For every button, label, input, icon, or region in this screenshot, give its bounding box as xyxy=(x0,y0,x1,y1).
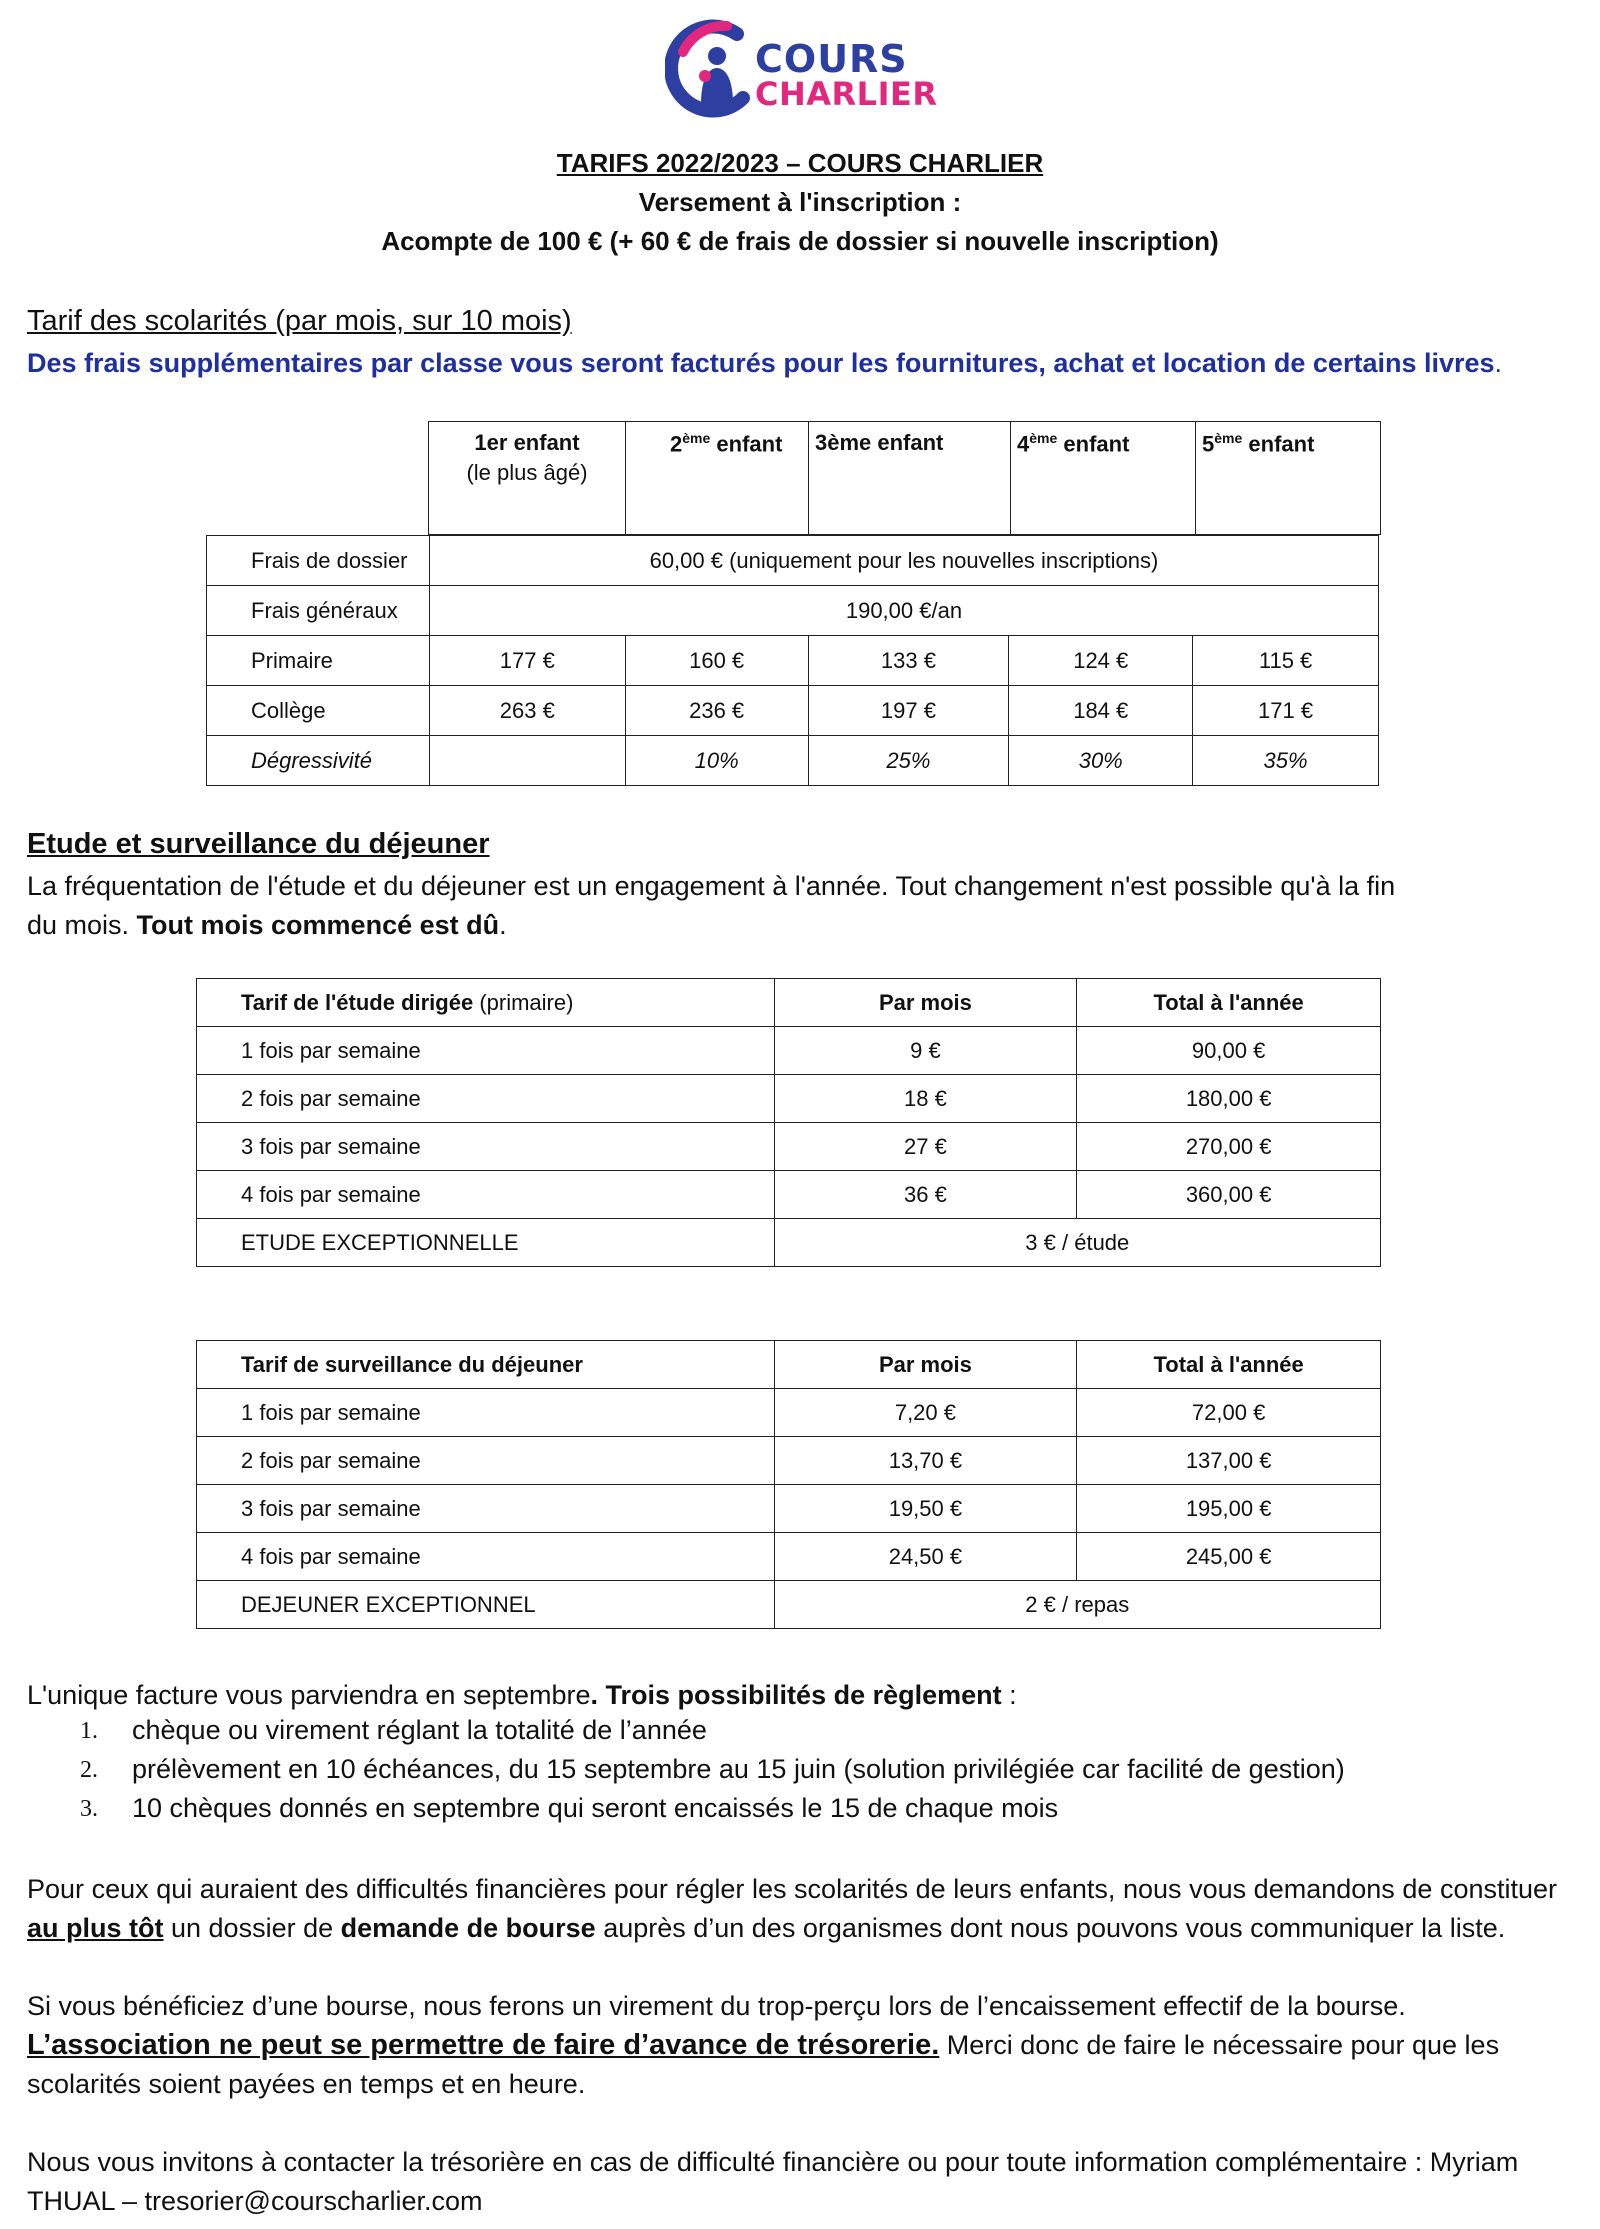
tuition-table xyxy=(206,535,1379,786)
study-text-bold: Tout mois commencé est dû xyxy=(136,910,500,940)
row-label: 3 fois par semaine xyxy=(197,1123,775,1171)
aid-paragraph-4: Nous vous invitons à contacter la trésorière en cas de difficulté financière ou pour toute information complémentaire : Myriam THUAL – tresorier@courscharlier.com xyxy=(27,2147,1519,2216)
table-cell: 177 € xyxy=(429,636,625,686)
table-cell: 270,00 € xyxy=(1077,1123,1381,1171)
tuition-section-title: Tarif des scolarités (par mois, sur 10 mois) xyxy=(27,305,572,337)
column-header-year: Total à l'année xyxy=(1077,1341,1381,1389)
table-cell: 10% xyxy=(625,736,808,786)
table-cell: 197 € xyxy=(808,686,1009,736)
header-deposit-amount: Acompte de 100 € (+ 60 € de frais de dossier si nouvelle inscription) xyxy=(381,226,1219,256)
row-label: DEJEUNER EXCEPTIONNEL xyxy=(197,1581,775,1629)
table-row xyxy=(197,1533,1381,1581)
row-label: 1 fois par semaine xyxy=(197,1027,775,1075)
etude-table xyxy=(196,978,1381,1267)
payment-options-list xyxy=(80,1715,1345,1832)
column-header-1: 1er enfant (le plus âgé) xyxy=(429,422,626,534)
row-label: 4 fois par semaine xyxy=(197,1533,775,1581)
logo-wordmark-line2: CHARLIER xyxy=(755,75,938,113)
table-cell: 36 € xyxy=(774,1171,1077,1219)
row-label: Dégressivité xyxy=(207,736,430,786)
row-label: Collège xyxy=(207,686,430,736)
table-cell: 35% xyxy=(1193,736,1379,786)
study-paragraph xyxy=(27,867,1407,945)
payment-intro xyxy=(27,1676,1557,1715)
table-cell: 171 € xyxy=(1193,686,1379,736)
etude-header: Tarif de l'étude dirigée (primaire) xyxy=(197,979,775,1027)
table-cell: 90,00 € xyxy=(1077,1027,1381,1075)
table-cell: 133 € xyxy=(808,636,1009,686)
row-label: 1 fois par semaine xyxy=(197,1389,775,1437)
study-text: La fréquentation de l'étude et du déjeuner est un engagement à l'année. Tout changement n'est possible qu'à la fin du mois. xyxy=(27,871,1396,940)
list-number: 1. xyxy=(80,1718,98,1744)
row-label: Frais de dossier xyxy=(207,536,430,586)
table-row xyxy=(197,1219,1381,1267)
table-cell: 13,70 € xyxy=(774,1437,1077,1485)
tuition-note-text: Des frais supplémentaires par classe vous seront facturés pour les fournitures, achat et location de certains livres xyxy=(27,348,1495,378)
frais-dossier-value: 60,00 € (uniquement pour les nouvelles inscriptions) xyxy=(429,536,1378,586)
table-row xyxy=(197,1437,1381,1485)
table-cell: 9 € xyxy=(774,1027,1077,1075)
table-row xyxy=(197,1389,1381,1437)
logo-wordmark-line1: COURS xyxy=(755,37,908,81)
row-label: 2 fois par semaine xyxy=(197,1437,775,1485)
table-cell: 2 € / repas xyxy=(774,1581,1380,1629)
tuition-note xyxy=(27,344,1557,383)
table-cell: 24,50 € xyxy=(774,1533,1077,1581)
table-header-row xyxy=(197,1341,1381,1389)
payment-intro-end: : xyxy=(1001,1680,1017,1710)
payment-intro-text: L'unique facture vous parviendra en septembre xyxy=(27,1680,591,1710)
table-cell: 124 € xyxy=(1009,636,1193,686)
table-row xyxy=(197,1075,1381,1123)
tuition-columns-header xyxy=(428,421,1381,535)
aid-text: un dossier de xyxy=(163,1913,341,1943)
aid-text: Pour ceux qui auraient des difficultés financières pour régler les scolarités de leurs enfants, nous vous demandons de constituer xyxy=(27,1874,1557,1904)
aid-text: auprès d’un des organismes dont nous pouvons vous communiquer la liste. xyxy=(595,1913,1506,1943)
table-header-row xyxy=(197,979,1381,1027)
table-cell: 25% xyxy=(808,736,1009,786)
table-row xyxy=(197,1171,1381,1219)
table-row xyxy=(207,636,1379,686)
table-cell: 3 € / étude xyxy=(774,1219,1380,1267)
table-cell: 19,50 € xyxy=(774,1485,1077,1533)
table-cell: 236 € xyxy=(625,686,808,736)
list-item xyxy=(80,1754,1345,1793)
aid-text-bold: demande de bourse xyxy=(340,1913,596,1943)
table-row xyxy=(197,1027,1381,1075)
list-text: prélèvement en 10 échéances, du 15 septembre au 15 juin (solution privilégiée car facilité de gestion) xyxy=(132,1754,1345,1784)
list-item xyxy=(80,1715,1345,1754)
table-row xyxy=(197,1123,1381,1171)
study-text-end: . xyxy=(499,910,507,940)
table-row xyxy=(207,536,1379,586)
table-cell xyxy=(429,736,625,786)
row-label: 3 fois par semaine xyxy=(197,1485,775,1533)
row-label: Frais généraux xyxy=(207,586,430,636)
table-cell: 245,00 € xyxy=(1077,1533,1381,1581)
table-row xyxy=(207,586,1379,636)
page-title: TARIFS 2022/2023 – COURS CHARLIER xyxy=(556,148,1044,178)
logo xyxy=(665,12,938,122)
table-row xyxy=(207,686,1379,736)
table-row xyxy=(197,1581,1381,1629)
row-label: ETUDE EXCEPTIONNELLE xyxy=(197,1219,775,1267)
aid-paragraph-3 xyxy=(27,2026,1557,2104)
aid-paragraph-1 xyxy=(27,1870,1557,1948)
table-cell: 360,00 € xyxy=(1077,1171,1381,1219)
table-cell: 137,00 € xyxy=(1077,1437,1381,1485)
table-cell: 263 € xyxy=(429,686,625,736)
table-row xyxy=(197,1485,1381,1533)
list-text: 10 chèques donnés en septembre qui seront encaissés le 15 de chaque mois xyxy=(132,1793,1059,1823)
payment-intro-bold: . Trois possibilités de règlement xyxy=(590,1680,1002,1710)
header-deposit-line: Versement à l'inscription : xyxy=(638,187,962,217)
column-header-month: Par mois xyxy=(774,1341,1077,1389)
table-cell: 72,00 € xyxy=(1077,1389,1381,1437)
table-cell: 27 € xyxy=(774,1123,1077,1171)
table-cell: 7,20 € xyxy=(774,1389,1077,1437)
aid-warning: L’association ne peut se permettre de faire d’avance de trésorerie. xyxy=(27,2029,940,2061)
table-cell: 115 € xyxy=(1193,636,1379,686)
tuition-note-end: . xyxy=(1494,348,1503,378)
list-text: chèque ou virement réglant la totalité de l’année xyxy=(132,1715,707,1745)
row-label: 4 fois par semaine xyxy=(197,1171,775,1219)
column-header-month: Par mois xyxy=(774,979,1077,1027)
list-item xyxy=(80,1793,1345,1832)
column-header-year: Total à l'année xyxy=(1077,979,1381,1027)
row-label: Primaire xyxy=(207,636,430,686)
logo-emblem-icon xyxy=(665,12,765,122)
row-label: 2 fois par semaine xyxy=(197,1075,775,1123)
table-cell: 184 € xyxy=(1009,686,1193,736)
list-number: 3. xyxy=(80,1796,98,1822)
table-cell: 30% xyxy=(1009,736,1193,786)
dejeuner-table xyxy=(196,1340,1381,1629)
column-header-4: 4ème enfant xyxy=(1011,422,1196,534)
study-section-title: Etude et surveillance du déjeuner xyxy=(27,828,490,860)
table-row xyxy=(207,736,1379,786)
frais-generaux-value: 190,00 €/an xyxy=(429,586,1378,636)
aid-text-emphasis: au plus tôt xyxy=(27,1913,164,1943)
table-cell: 195,00 € xyxy=(1077,1485,1381,1533)
dejeuner-header: Tarif de surveillance du déjeuner xyxy=(197,1341,775,1389)
aid-text: Merci donc de faire le nécessaire pour que les scolarités soient payées en temps et en heure. xyxy=(27,2030,1500,2099)
list-number: 2. xyxy=(80,1757,98,1783)
table-cell: 160 € xyxy=(625,636,808,686)
column-header-3: 3ème enfant xyxy=(809,422,1011,534)
column-header-2: 2ème enfant xyxy=(626,422,809,534)
table-cell: 180,00 € xyxy=(1077,1075,1381,1123)
table-cell: 18 € xyxy=(774,1075,1077,1123)
aid-paragraph-2: Si vous bénéficiez d’une bourse, nous ferons un virement du trop-perçu lors de l’encaissement effectif de la bourse. xyxy=(27,1991,1406,2021)
column-header-5: 5ème enfant xyxy=(1202,430,1315,457)
